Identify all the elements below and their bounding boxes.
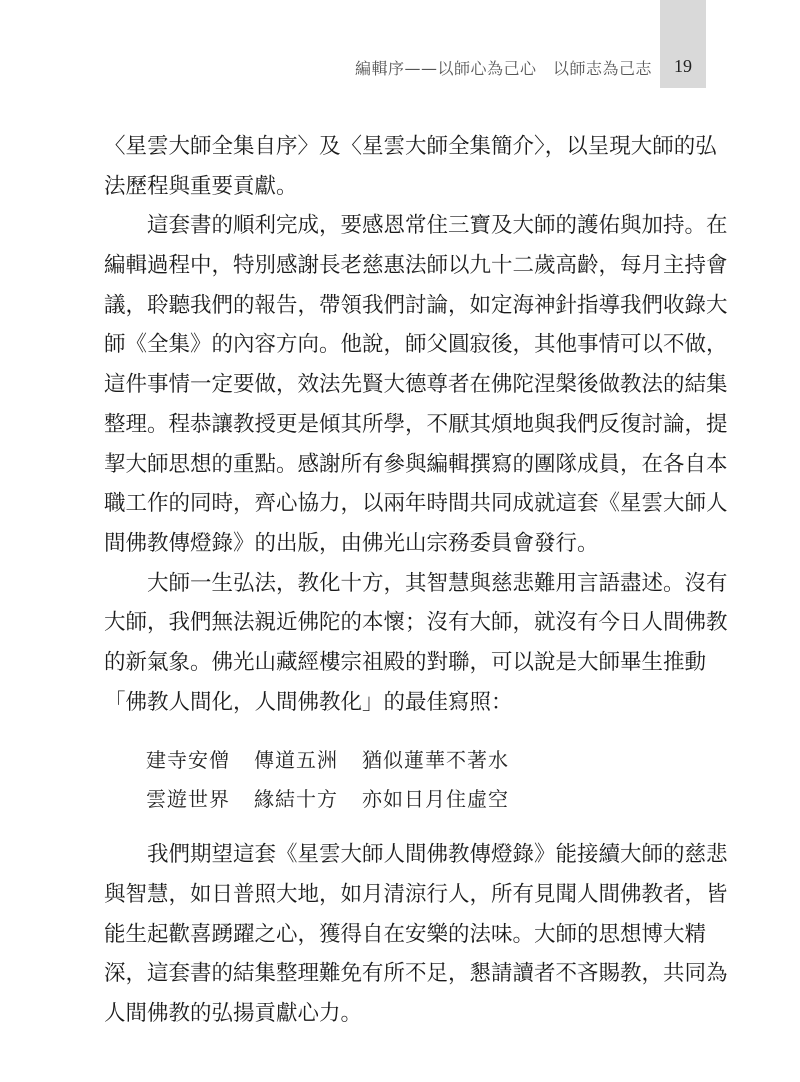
paragraph-3	[104, 564, 728, 723]
couplet-phrase: 傳道五洲	[254, 748, 338, 773]
text-line: 我們期望這套《星雲大師人間佛教傳燈錄》能接續大師的慈悲	[147, 842, 728, 868]
couplet-line-1	[104, 741, 710, 780]
text-line: 這套書的順利完成，要感恩常住三寶及大師的護佑與加持。在	[147, 213, 728, 239]
text-line: 整理。程恭讓教授更是傾其所學，不厭其煩地與我們反復討論，提	[104, 411, 728, 437]
couplet-phrase: 亦如日月住虛空	[362, 787, 509, 812]
text-line: 大師一生弘法，教化十方，其智慧與慈悲難用言語盡述。沒有	[147, 570, 728, 596]
text-line: 編輯過程中，特別感謝長老慈惠法師以九十二歲高齡，每月主持會	[104, 253, 728, 279]
couplet-phrase: 建寺安僧	[146, 748, 230, 773]
paragraph-2	[104, 206, 728, 563]
text-line: 挈大師思想的重點。感謝所有參與編輯撰寫的團隊成員，在各自本	[104, 451, 728, 477]
page-header	[0, 0, 800, 90]
couplet-phrase: 猶似蓮華不著水	[362, 748, 509, 773]
page-number: 19	[674, 56, 692, 76]
couplet	[104, 741, 710, 819]
couplet-phrase: 雲遊世界	[146, 787, 230, 812]
page-number-tab	[660, 0, 706, 88]
text-line: 能生起歡喜踴躍之心，獲得自在安樂的法味。大師的思想博大精	[104, 921, 707, 947]
text-line: 大師，我們無法親近佛陀的本懷；沒有大師，就沒有今日人間佛教	[104, 610, 728, 636]
couplet-phrase: 緣結十方	[254, 787, 338, 812]
text-line: 間佛教傳燈錄》的出版，由佛光山宗務委員會發行。	[104, 530, 599, 556]
text-line: 與智慧，如日普照大地，如月清涼行人，所有見聞人間佛教者，皆	[104, 882, 728, 907]
text-line: 深，這套書的結集整理難免有所不足，懇請讀者不吝賜教，共同為	[104, 961, 728, 987]
couplet-line-2	[104, 780, 710, 819]
text-line: 〈星雲大師全集自序〉及〈星雲大師全集簡介〉，以呈現大師的弘	[104, 134, 717, 159]
paragraph-1	[104, 127, 717, 206]
running-title: 編輯序——以師心為己心 以師志為己志	[354, 59, 652, 78]
text-line: 法歷程與重要貢獻。	[104, 173, 298, 199]
text-line: 人間佛教的弘揚貢獻心力。	[104, 1001, 363, 1027]
text-line: 的新氣象。佛光山藏經樓宗祖殿的對聯，可以說是大師畢生推動	[104, 649, 707, 675]
text-line: 這件事情一定要做，效法先賢大德尊者在佛陀涅槃後做教法的結集	[104, 372, 728, 398]
body-text	[104, 127, 728, 1034]
text-line: 師《全集》的內容方向。他說，師父圓寂後，其他事情可以不做，	[104, 332, 728, 358]
paragraph-4	[104, 835, 728, 1033]
text-line: 職工作的同時，齊心協力，以兩年時間共同成就這套《星雲大師人	[104, 491, 728, 517]
text-line: 議，聆聽我們的報告，帶領我們討論，如定海神針指導我們收錄大	[104, 292, 728, 318]
text-line: 「佛教人間化，人間佛教化」的最佳寫照：	[104, 689, 513, 715]
